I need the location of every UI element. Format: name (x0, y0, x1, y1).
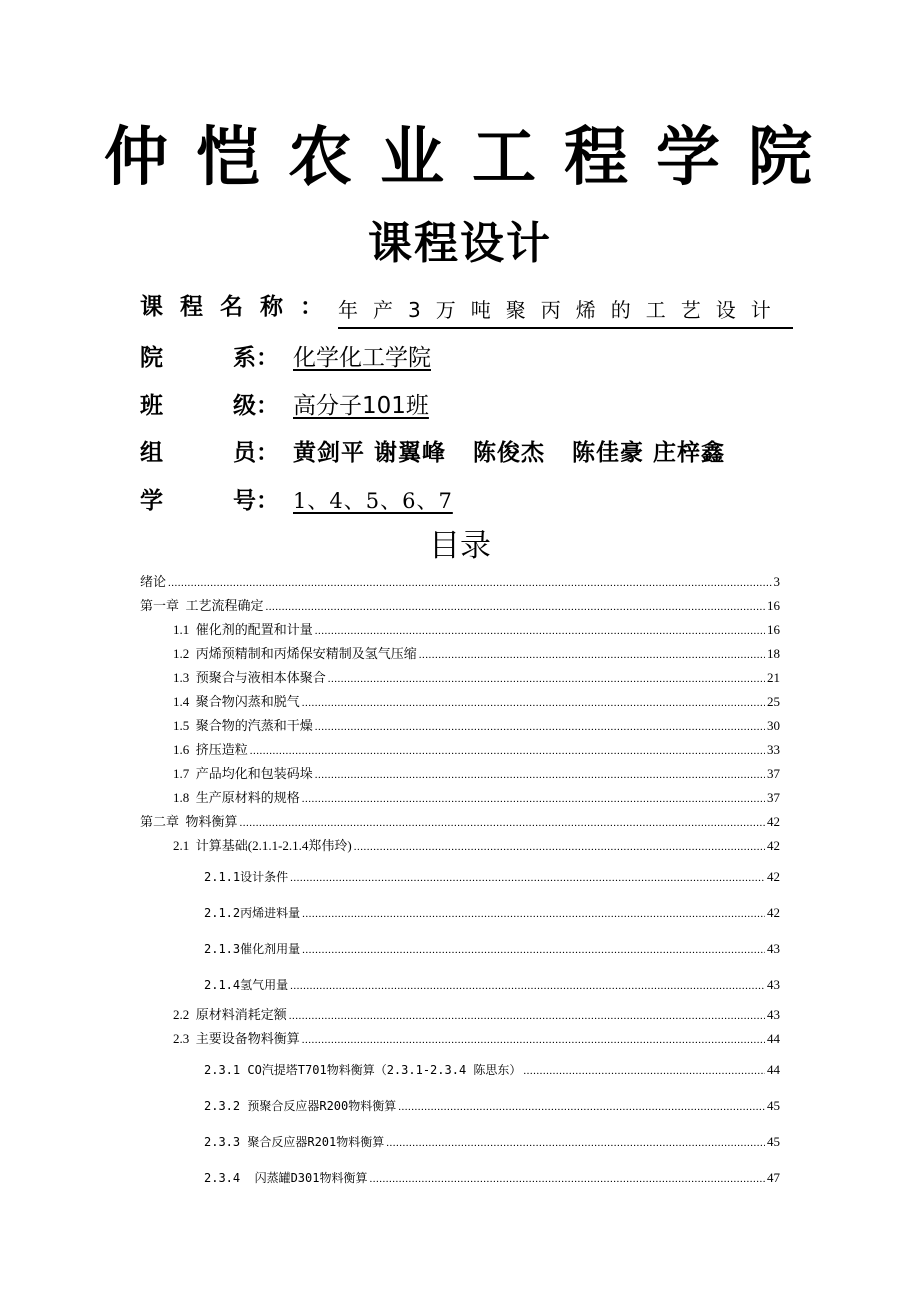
toc-entry[interactable] (140, 573, 780, 592)
toc-entry[interactable] (204, 1097, 780, 1116)
toc-entry[interactable] (204, 1133, 780, 1152)
toc-leader (290, 977, 765, 995)
department-value: 化学化工学院 (293, 345, 431, 371)
toc-entry[interactable] (173, 669, 780, 688)
toc-entry-text: 绪论 (140, 574, 167, 589)
toc-entry-page: 44 (767, 1062, 780, 1077)
toc-entry[interactable] (140, 597, 780, 616)
toc-entry[interactable] (173, 837, 780, 856)
department-label-a: 院 (140, 345, 163, 371)
toc-entry-page: 30 (767, 718, 780, 733)
toc-title: 目录 (429, 528, 491, 564)
toc-entry-page: 37 (767, 790, 780, 805)
toc-entry-text: 1.5 聚合物的汽蒸和干燥 (173, 718, 313, 733)
members-value: 黄剑平 谢翼峰 陈俊杰 陈佳豪 庄梓鑫 (293, 440, 726, 466)
toc-entry-text: 2.3.3 聚合反应器R201物料衡算 (204, 1135, 385, 1149)
toc-entry[interactable] (204, 940, 780, 959)
toc-leader (302, 694, 765, 712)
toc-leader (240, 814, 765, 832)
members-label-a: 组 (140, 440, 163, 466)
members-label-b: 员： (233, 440, 279, 466)
toc-entry[interactable] (173, 645, 780, 664)
toc-entry[interactable] (204, 1061, 780, 1080)
toc-leader (266, 598, 765, 616)
class-label-b: 级： (233, 393, 279, 419)
toc-entry-text: 2.3.2 预聚合反应器R200物料衡算 (204, 1099, 397, 1113)
toc-entry-text: 2.2 原材料消耗定额 (173, 1007, 287, 1022)
toc-entry[interactable] (173, 741, 780, 760)
course-name-label: 课程名称： (140, 294, 340, 320)
toc-entry-page: 44 (767, 1031, 780, 1046)
toc-entry-text: 1.6 挤压造粒 (173, 742, 248, 757)
toc-entry-text: 2.1.2丙烯进料量 (204, 906, 301, 920)
course-name-value: 年产3万吨聚丙烯的工艺设计 (338, 293, 793, 329)
toc-entry-page: 42 (767, 869, 780, 884)
toc-leader (302, 941, 765, 959)
student-id-value: 1、4、5、6、7 (293, 489, 453, 513)
toc-entry-page: 33 (767, 742, 780, 757)
toc-entry-text: 2.3 主要设备物料衡算 (173, 1031, 300, 1046)
toc-entry-page: 42 (767, 838, 780, 853)
toc-entry-text: 2.3.4 闪蒸罐D301物料衡算 (204, 1171, 368, 1185)
toc-leader (250, 742, 765, 760)
toc-entry-page: 3 (773, 574, 780, 589)
toc-entry-page: 21 (767, 670, 780, 685)
toc-entry-text: 1.8 生产原材料的规格 (173, 790, 300, 805)
toc-entry-page: 16 (767, 622, 780, 637)
toc-entry-page: 47 (767, 1170, 780, 1185)
toc-entry-page: 42 (767, 814, 780, 829)
toc-leader (386, 1134, 765, 1152)
toc-entry-page: 45 (767, 1098, 780, 1113)
toc-leader (302, 1031, 765, 1049)
class-label-a: 班 (140, 393, 163, 419)
toc-entry[interactable] (173, 1006, 780, 1025)
toc-leader (302, 905, 765, 923)
toc-entry-page: 18 (767, 646, 780, 661)
toc-leader (523, 1062, 765, 1080)
toc-leader (302, 790, 765, 808)
toc-entry-page: 37 (767, 766, 780, 781)
toc-entry-page: 42 (767, 905, 780, 920)
toc-entry-page: 43 (767, 977, 780, 992)
toc-leader (328, 670, 765, 688)
toc-entry-page: 43 (767, 941, 780, 956)
toc-leader (289, 1007, 765, 1025)
toc-entry[interactable] (173, 765, 780, 784)
class-value: 高分子101班 (293, 393, 429, 419)
toc-entry[interactable] (204, 1169, 780, 1188)
toc-leader (315, 622, 765, 640)
toc-entry[interactable] (204, 976, 780, 995)
toc-leader (168, 574, 771, 592)
toc-leader (354, 838, 765, 856)
toc-entry[interactable] (173, 693, 780, 712)
school-name: 仲恺农业工程学院 (104, 120, 840, 195)
student-id-label-a: 学 (140, 488, 163, 514)
toc-entry-text: 2.1.1设计条件 (204, 870, 289, 884)
toc-leader (419, 646, 765, 664)
document-subtitle: 课程设计 (368, 218, 552, 269)
toc-entry-page: 43 (767, 1007, 780, 1022)
department-label-b: 系： (233, 345, 279, 371)
toc-entry-page: 16 (767, 598, 780, 613)
toc-entry-text: 1.2 丙烯预精制和丙烯保安精制及氢气压缩 (173, 646, 417, 661)
toc-entry-text: 第一章 工艺流程确定 (140, 598, 264, 613)
toc-entry[interactable] (204, 868, 780, 887)
toc-entry[interactable] (140, 813, 780, 832)
toc-entry[interactable] (173, 789, 780, 808)
toc-leader (315, 766, 765, 784)
toc-entry[interactable] (173, 621, 780, 640)
toc-entry-page: 45 (767, 1134, 780, 1149)
toc-leader (369, 1170, 765, 1188)
toc-entry[interactable] (204, 904, 780, 923)
toc-entry-text: 2.3.1 CO汽提塔T701物料衡算（2.3.1-2.3.4 陈思东） (204, 1063, 522, 1077)
toc-entry-text: 1.1 催化剂的配置和计量 (173, 622, 313, 637)
toc-entry-text: 2.1.4氢气用量 (204, 978, 289, 992)
toc-entry-text: 第二章 物料衡算 (140, 814, 238, 829)
toc-leader (290, 869, 765, 887)
toc-leader (398, 1098, 765, 1116)
toc-entry-text: 1.4 聚合物闪蒸和脱气 (173, 694, 300, 709)
toc-entry-page: 25 (767, 694, 780, 709)
toc-entry-text: 2.1 计算基础(2.1.1-2.1.4郑伟玲) (173, 838, 352, 853)
toc-entry-text: 1.7 产品均化和包装码垛 (173, 766, 313, 781)
student-id-label-b: 号： (233, 488, 279, 514)
toc-entry[interactable] (173, 717, 780, 736)
toc-entry-text: 1.3 预聚合与液相本体聚合 (173, 670, 326, 685)
toc-leader (315, 718, 765, 736)
toc-entry[interactable] (173, 1030, 780, 1049)
toc-entry-text: 2.1.3催化剂用量 (204, 942, 301, 956)
